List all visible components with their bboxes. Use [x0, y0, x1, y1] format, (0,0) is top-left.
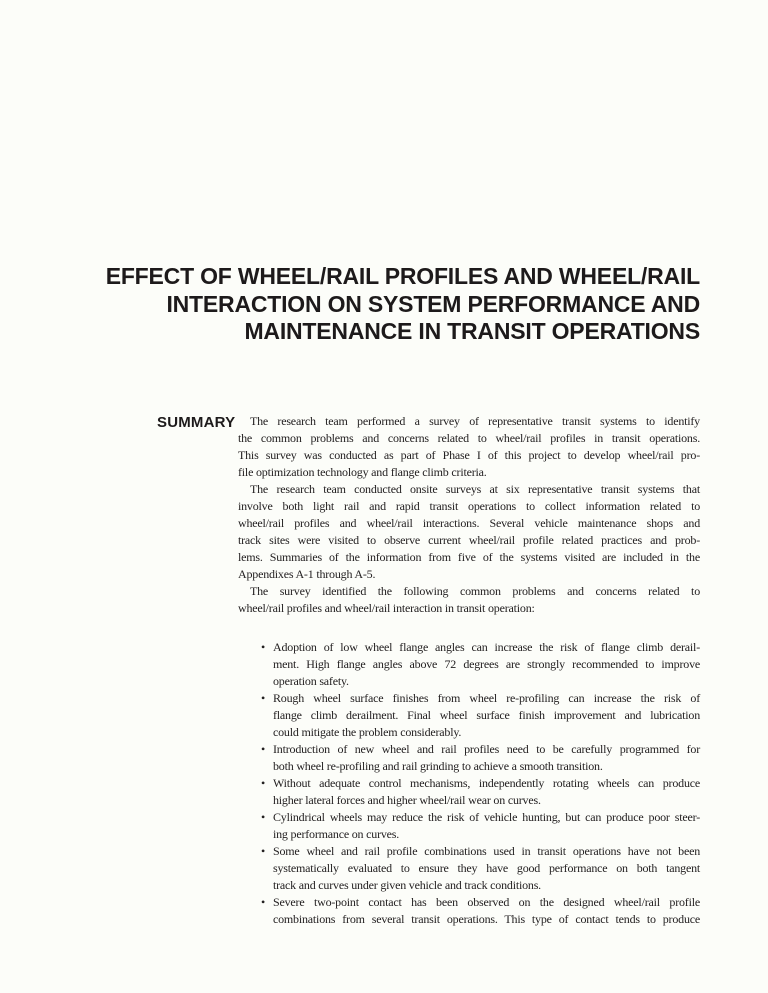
text-line: track and curves under given vehicle and track conditions. [273, 878, 541, 892]
text-line: wheel/rail profiles and wheel/rail interactions. Several vehicle maintenance shops and [238, 516, 700, 530]
text-line: operation safety. [273, 674, 349, 688]
text-line: higher lateral forces and higher wheel/rail wear on curves. [273, 793, 541, 807]
list-item-text [273, 690, 700, 741]
text-line: Without adequate control mechanisms, independently rotating wheels can produce [273, 776, 700, 790]
text-line: Introduction of new wheel and rail profiles need to be carefully programmed for [273, 742, 700, 756]
list-item-text [273, 894, 700, 928]
findings-list [238, 639, 700, 928]
text-line: both wheel re-profiling and rail grinding to achieve a smooth transition. [273, 759, 603, 773]
text-line: Severe two-point contact has been observed on the designed wheel/rail profile [273, 895, 700, 909]
text-line: systematically evaluated to ensure they have good performance on both tangent [273, 861, 700, 875]
text-line: file optimization technology and flange climb criteria. [238, 465, 487, 479]
title-line-3: MAINTENANCE IN TRANSIT OPERATIONS [244, 318, 700, 344]
list-item-6 [238, 843, 700, 894]
text-line: track sites were visited to observe current wheel/rail profile related practices and prob- [238, 533, 700, 547]
paragraph-2 [238, 481, 700, 583]
text-line: combinations from several transit operations. This type of contact tends to produce [273, 912, 700, 926]
list-item-4 [238, 775, 700, 809]
bullet-icon: • [261, 691, 266, 705]
paragraph-1 [238, 413, 700, 481]
summary-heading: SUMMARY [157, 414, 236, 431]
title-line-1: EFFECT OF WHEEL/RAIL PROFILES AND WHEEL/RAIL [105, 263, 700, 289]
list-item-3 [238, 741, 700, 775]
bullet-icon: • [261, 776, 266, 790]
text-line: could mitigate the problem considerably. [273, 725, 462, 739]
bullet-icon: • [261, 844, 266, 858]
text-line: This survey was conducted as part of Phase I of this project to develop wheel/rail pro- [238, 448, 700, 462]
report-title [60, 263, 700, 346]
text-line: wheel/rail profiles and wheel/rail interaction in transit operation: [238, 601, 535, 615]
text-line: The research team performed a survey of representative transit systems to identify [250, 414, 700, 428]
text-line: Adoption of low wheel flange angles can increase the risk of flange climb derail- [273, 640, 700, 654]
text-line: flange climb derailment. Final wheel surface finish improvement and lubrication [273, 708, 700, 722]
text-line: lems. Summaries of the information from five of the systems visited are included in the [238, 550, 700, 564]
list-item-5 [238, 809, 700, 843]
bullet-icon: • [261, 640, 266, 654]
text-line: ing performance on curves. [273, 827, 400, 841]
list-item-text [273, 639, 700, 690]
summary-body [238, 413, 700, 928]
bullet-icon: • [261, 810, 266, 824]
list-item-2 [238, 690, 700, 741]
text-line: Cylindrical wheels may reduce the risk of vehicle hunting, but can produce poor steer- [273, 810, 700, 824]
text-line: the common problems and concerns related to wheel/rail profiles in transit operations. [238, 431, 700, 445]
text-line: ment. High flange angles above 72 degrees are strongly recommended to improve [273, 657, 700, 671]
text-line: The research team conducted onsite surveys at six representative transit systems that [250, 482, 700, 496]
title-line-2: INTERACTION ON SYSTEM PERFORMANCE AND [166, 290, 700, 317]
list-item-7 [238, 894, 700, 928]
list-item-text [273, 741, 700, 775]
text-line: involve both light rail and rapid transit operations to collect information related to [238, 499, 700, 513]
paragraph-3 [238, 583, 700, 617]
text-line: Appendixes A-1 through A-5. [238, 567, 376, 581]
list-item-text [273, 843, 700, 894]
text-line: The survey identified the following common problems and concerns related to [250, 584, 700, 598]
list-item-1 [238, 639, 700, 690]
text-line: Some wheel and rail profile combinations used in transit operations have not been [273, 844, 700, 858]
text-line: Rough wheel surface finishes from wheel re-profiling can increase the risk of [273, 691, 700, 705]
bullet-icon: • [261, 742, 266, 756]
list-item-text [273, 809, 700, 843]
bullet-icon: • [261, 895, 266, 909]
list-item-text [273, 775, 700, 809]
